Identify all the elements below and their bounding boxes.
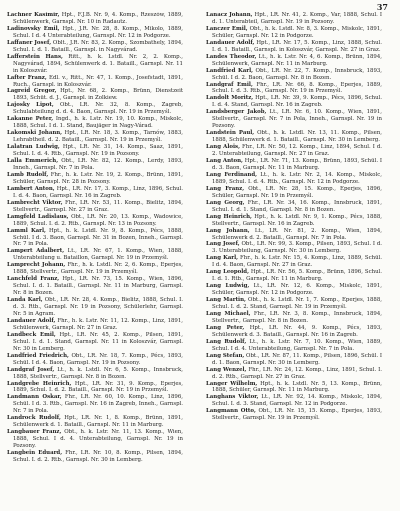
entry-details: Fhr., h. k. Lstdl. Nr. 2, 6. Komp., Eperjes, 1888, Stellvertr., Garnspl. Nr. 19 in Przemyśl. bbox=[13, 262, 183, 276]
register-entry bbox=[206, 311, 382, 325]
entry-surname: Landfried Friedrich, bbox=[7, 352, 69, 359]
entry-details: Hpt., h. k. Lstdl. Nr. 9, 8. Komp., Pécs, 1888, Schül. I d. 3. Baon, Garnspl. Nr. 31 in Bozen, Inneh., Garnspl. Nr. 7 in Pola. bbox=[13, 227, 183, 248]
entry-surname: Landgraf Emil, bbox=[206, 81, 253, 88]
entry-details: Lt., LR. Nr. 6, 10. Komp., Wien, 1891, Stellvertr., Garnspl. Nr. 7 in Pola, Inneh., Garnspl. Nr. 19 in Pozsony. bbox=[212, 109, 382, 130]
entry-surname: Landfried Karl, bbox=[206, 67, 254, 74]
entry-surname: Landgraf Josef, bbox=[7, 366, 55, 373]
entry-details: Obt., LR. Nr. 18, 7. Komp., Pécs, 1893, Schül. I d. 4. Baon, Garnspl. Nr. 19 in Pozsony. bbox=[13, 352, 183, 366]
entry-surname: Lajosky Lipot, bbox=[7, 102, 54, 109]
register-entry bbox=[7, 186, 183, 200]
entry-surname: Lanacz Johann, bbox=[206, 12, 253, 18]
entry-details: Obt., h. k. Lstr. Nr. 11, 13. Komp., Wien, 1888, Schul. I d. 4. Unterabteilung, Garnspl. Nr. 19 in Pozsony. bbox=[13, 429, 183, 450]
register-entry bbox=[7, 450, 183, 464]
register-entry bbox=[206, 68, 382, 82]
register-entry bbox=[206, 158, 382, 172]
entry-details: Hpt., LR. Nr. 56, 5. Komp., Brünn, 1896, Schul. I. d. 1. Rtb., Garnspl. Nr. 11 in Marburg. bbox=[212, 269, 382, 283]
register-entry bbox=[206, 95, 382, 109]
register-entry bbox=[7, 102, 183, 116]
entry-surname: Lang Franz, bbox=[206, 185, 245, 192]
entry-details: Obt., h. k. Lstdl. Nr. 1, 7. Komp., Eperjes, 1888, Schul. I. d. 2. Stand, Garnspl. Nr. 19 in Przemyśl. bbox=[212, 297, 382, 311]
register-entry bbox=[7, 116, 183, 130]
entry-details: Fhr., LR. Nr. 66, 8. Komp., Eperjes, 1889, Schul. I. d. 3. Rtb., Garnspl. Nr. 19 in Przemyśl. bbox=[212, 81, 382, 95]
register-entry bbox=[7, 54, 183, 75]
entry-details: Obt., LR. Nr. 20, 13. Komp., Wadowice, 1889, Schul. I. d. 2. Rtb., Garnspl. Nr. 13 in Pozsony. bbox=[13, 213, 183, 227]
register-entry bbox=[7, 318, 183, 332]
entry-surname: Lamgfeld Ladislaus, bbox=[7, 213, 69, 220]
entry-details: Hpt., LR. Nr. 41, 2. Komp., Var, 1888, Schul. I d. 1. Unterabteil, Garnspl. Nr. 19 in Pozsony. bbox=[212, 12, 382, 25]
entry-surname: Lalatran Ludwig, bbox=[7, 144, 60, 151]
register-entry bbox=[206, 283, 382, 297]
entry-details: Fhr., h. k. Lstr. Nr. 11, 12. Komp., Linz, 1891, Schülenwerk, Garnspl. Nr. 27 in Graz. bbox=[13, 317, 183, 331]
register-entry bbox=[7, 381, 183, 395]
register-entry bbox=[7, 130, 183, 144]
register-entry bbox=[206, 82, 382, 96]
register-entry bbox=[206, 367, 382, 381]
register-entry bbox=[7, 88, 183, 102]
register-entry bbox=[7, 332, 183, 353]
register-entry bbox=[206, 241, 382, 255]
entry-surname: Landa Karl, bbox=[7, 297, 43, 304]
register-entry bbox=[7, 394, 183, 415]
entry-details: Hpt., LR. Nr. 17, 5. Komp., Linz, 1888, Schul. I. d. 1. Bataill., Garnspl. in Koloszvár, Garnspl. Nr. 27 in Graz. bbox=[212, 39, 382, 53]
register-entry bbox=[7, 228, 183, 249]
left-column bbox=[7, 12, 183, 508]
register-entry bbox=[7, 158, 183, 172]
entry-details: Hpt., LR. Nr. 73, 15. Komp., Wien, 1896, Schul. I. d. 1. Bataill., Garnspl. Nr. 11 in Marburg, Garnspl. Nr. 8 in Bozen. bbox=[13, 276, 183, 297]
entry-details: Obt., LR. Nr. 87, 11. Komp., Pilsen, 1896, Schül. I d. 1. Baon, Garnspl. Nr. 30 in Lemberg. bbox=[212, 352, 382, 366]
entry-surname: Landmann Oskar, bbox=[7, 394, 62, 401]
register-entry bbox=[7, 367, 183, 381]
entry-surname: Landauer Adolf, bbox=[7, 317, 56, 324]
entry-surname: Lambert Anton, bbox=[7, 185, 55, 192]
entry-surname: Lang Ludwig, bbox=[206, 283, 250, 290]
entry-surname: Lang Anton, bbox=[206, 158, 243, 165]
entry-details: Lt., h. k. Lstr. Nr. 7, 10. Komp., Wien, 1889, Schul. I d. 4. Unterabteilung, Garnspl. Nr. 7 in Pola. bbox=[212, 338, 382, 352]
entry-surname: Langer Wilhelm, bbox=[206, 380, 258, 387]
register-entry bbox=[7, 353, 183, 367]
entry-surname: Lang Karl, bbox=[206, 255, 239, 262]
entry-details: Ingd., h. k. Lstr. Nr. 19, 10. Komp., Miskolc, 1888, Schul. I d. 1. Stand, Baujäger in Nagy-Várad. bbox=[13, 116, 183, 130]
entry-details: Fhr., h. k. Lstr. Nr. 15, 4. Komp., Linz, 1889, Schül. I d. 4. Baon, Garnspl. Nr. 27 in Graz. bbox=[212, 255, 382, 269]
entry-details: Hpt., F.J.B. Nr. 9, 4. Komp., Rzeszów, 1889, Schülenwerk, Garnspl. Nr. 10 in Radautz. bbox=[13, 12, 183, 25]
entry-surname: Lakomski Johann, bbox=[7, 130, 63, 137]
register-entry bbox=[7, 12, 183, 26]
entry-details: Hpt., LR. Nr. 39, 9. Komp., Pécs, 1896, Schul. I. d. 4. Stand, Garnspl. Nr. 16 in Zagreb. bbox=[212, 95, 382, 109]
entry-details: Hpt., J.R. Nr. 28, 8. Komp., Mikolo, 1889, Schul. I d. 4 Unterabteilung, Garnspl. Nr. 12 in Podgorze. bbox=[13, 25, 183, 39]
entry-details: Obt., LR. Nr. 28, 4. Komp., Bielitz, 1888, Schul. I. d. 3. Rtb., Garnspl. Nr. 19 in Pozsony, Schülerlehr, Garnspl. Nr. 5 in Agram. bbox=[13, 297, 183, 317]
entry-details: Lt., h. k. Lstr. Nr. 4, 6. Komp., Brünn, 1894, Schülenwerk, Garnspl. Nr. 11 in Marburg. bbox=[212, 53, 382, 67]
entry-details: Oblt., J.R. Nr. 83, 2. Komp., Szombathely, 1894, Schul. I. d. 1. Bataill., Garnspl. in Nagyvárad. bbox=[13, 39, 183, 53]
entry-details: Hpt., LR. Nr. 18, 3. Komp., Tarnów, 1883, Lehrabtheil. d. 2. Bataill., Garnspl. Nr. 19 in Przemyśl. bbox=[13, 130, 183, 144]
entry-details: Fhr., LR. Nr. 53, 11. Komp., Bielitz, 1894, Stellvertr., Garnspl. Nr. 27 in Graz. bbox=[13, 199, 183, 213]
entry-details: Lt., h. k. Lstr. Nr. 2, 14. Komp., Miskolc, 1889, Schul. I. d. 4. Rtb., Garnspl. Nr. 12 in Podgorze. bbox=[212, 171, 382, 185]
register-entry bbox=[206, 353, 382, 367]
entry-details: Obt., LR. Nr. 15, 15. Komp., Eperjes, 1893, Stellvertr., Garnspl. Nr. 19 in Przemyśl. bbox=[212, 408, 382, 422]
entry-surname: Lang Josef, bbox=[206, 241, 240, 248]
entry-details: Lt., h. k. Lstdl. Nr. 6, 5. Komp., Innsbruck, 1888, Stellvertr., Garnspl. Nr. 8 in Bozen. bbox=[13, 366, 183, 380]
entry-surname: Lang Johann, bbox=[206, 227, 250, 234]
entry-surname: Lang Martin, bbox=[206, 297, 246, 304]
entry-surname: Lanczer Emil, bbox=[206, 25, 248, 32]
entry-surname: Lafter Franz, bbox=[7, 74, 47, 81]
entry-surname: Lalla Emmerich, bbox=[7, 158, 59, 165]
entry-details: Fhr., LR. Nr. 50, 12. Komp., Linz, 1894, Schul. I d. 2. Unterabteilung, Garnspl. Nr. 27 in Graz. bbox=[212, 144, 382, 158]
register-entry bbox=[206, 40, 382, 54]
entry-details: Fhr., LR. Nr. 3, 8. Komp., Innsbruck, 1894, Stellvertr., Garnspl. Nr. 8 in Bozen. bbox=[212, 310, 382, 324]
entry-details: Lt., LR. Nr. 67, 1. Komp., Wien, 1888, Unterabteilung u. Bataillon, Garnspl. Nr. 19 in Przemyśl. bbox=[13, 248, 183, 262]
entry-details: Lt., LR. Nr. 12, 6. Komp., Miskolc, 1891, Schüler, Garnspl. Nr. 12 in Podgorze. bbox=[212, 283, 382, 297]
register-entry bbox=[206, 54, 382, 68]
register-entry bbox=[206, 172, 382, 186]
register-entry bbox=[206, 214, 382, 228]
entry-surname: Lamml Karl, bbox=[7, 227, 46, 234]
entry-details: Lt., LR. Nr. 92, 14. Komp., Miskolc, 1894, Schul. I. d. 3. Stand, Garnspl. Nr. 12 in Podgorze. bbox=[212, 394, 382, 408]
entry-details: Fhr., LR. Nr. 34, 16. Komp., Innsbruck, 1891, Schul. I. d. 1. Stand, Garnspl. Nr. 8 in Bozen. bbox=[212, 199, 382, 213]
register-entry bbox=[206, 109, 382, 130]
entry-surname: Landstein Paul, bbox=[206, 130, 255, 137]
register-entry bbox=[206, 325, 382, 339]
register-entry bbox=[206, 12, 382, 26]
register-entry bbox=[7, 172, 183, 186]
register-entry bbox=[206, 144, 382, 158]
entry-surname: Lang Alois, bbox=[206, 144, 240, 151]
entry-surname: Lang Peter, bbox=[206, 324, 245, 331]
register-entry bbox=[206, 297, 382, 311]
register-entry bbox=[7, 415, 183, 429]
register-entry bbox=[206, 394, 382, 408]
entry-surname: Landbeck Emil, bbox=[7, 331, 56, 338]
entry-surname: Lakanne Peter, bbox=[7, 116, 54, 123]
entry-details: Edl. v., Ritt., Nr. 47, 1. Komp., Josefstadt, 1891, Ruch., Garnspl. in Koloszvár. bbox=[13, 74, 183, 88]
entry-surname: Langbauer Franz, bbox=[7, 429, 62, 436]
entry-surname: Landes Theodor, bbox=[206, 53, 257, 60]
register-entry bbox=[206, 339, 382, 353]
register-entry bbox=[7, 248, 183, 262]
entry-surname: Langmann Otto, bbox=[206, 408, 256, 415]
entry-details: Fhr., h. k. Lstr. Nr. 19, 2. Komp., Brünn, 1891, Schüler, Garnspl. Nr. 28 in Pozsony. bbox=[13, 171, 183, 185]
entry-details: Hpt., LR. Nr. 31, 14. Komp., Saaz, 1891, Schul. I. d. 4. Rtb., Garnspl. Nr. 19 in Pozsony. bbox=[13, 144, 183, 158]
register-entry bbox=[206, 269, 382, 283]
entry-surname: Landolt Moritz, bbox=[206, 95, 254, 102]
register-entry bbox=[206, 26, 382, 40]
right-column bbox=[206, 12, 382, 508]
entry-surname: Lang Georg, bbox=[206, 199, 245, 206]
register-entry bbox=[206, 381, 382, 395]
entry-surname: Landsberger Jakob, bbox=[206, 109, 267, 116]
entry-surname: Lang Rudolf, bbox=[206, 338, 247, 345]
entry-surname: Lang Wenzel, bbox=[206, 366, 247, 373]
entry-surname: Lang Stefan, bbox=[206, 352, 245, 359]
register-entry bbox=[206, 255, 382, 269]
register-entry bbox=[206, 130, 382, 144]
register-entry bbox=[7, 429, 183, 450]
register-entry bbox=[7, 75, 183, 89]
entry-surname: Lang Leopold, bbox=[206, 269, 249, 276]
entry-details: Obt., LR. Nr. 82, 12. Komp., Lerdy, 1893, Inneh., Garnspl. Nr. 7 in Pola. bbox=[13, 158, 183, 171]
entry-details: Hpt., h. k. Lstdl. Nr. 9, 1. Komp., Pécs, 1888, Stellvertr., Garnspl. Nr. 16 in Zagreb. bbox=[212, 213, 382, 227]
entry-surname: Lampert Adalbert, bbox=[7, 248, 65, 255]
page-number: 37 bbox=[376, 2, 388, 12]
entry-surname: Lang Heinrich, bbox=[206, 213, 252, 220]
entry-details: Hpt., LR. Nr. 17, 3. Komp., Linz, 1896, Schul. I. d. 4. Baon, Garnspl. Nr. 16 in Zagreb. bbox=[13, 185, 183, 199]
entry-details: Hpt., h. k. Lstdl. Nr. 5, 13. Komp., Brünn, 1888, Schüler, Garnspl. Nr. 11 in Marburg. bbox=[212, 380, 382, 394]
entry-details: Obt., LR. Nr. 22, 7. Komp., Innsbruck, 1893, Schül. I d. 2. Baon, Garnspl. Nr. 8 in Bozen. bbox=[212, 67, 382, 81]
entry-details: Obt., LR. Nr. 32, 8. Komp., Zagreb, Schulabteilung d. d. 4. Baon, Garnspl. Nr. 19 in Przemyśl. bbox=[13, 102, 183, 116]
entry-details: Hpt., Nr. 68, 2. Komp., Brünn, Dienstzeit 1893, Schüt. d. J., Garnspl. in Zolkiew. bbox=[13, 88, 183, 102]
register-entry bbox=[206, 200, 382, 214]
entry-surname: Langhans Viktor, bbox=[206, 394, 259, 401]
entry-surname: Lamprecht Johann, bbox=[7, 262, 66, 269]
entry-details: Lt., LR. Nr. 81, 2. Komp., Wien, 1894, Schülenwerk d. 2. Bataill., Garnspl. Nr. 7 in Pola. bbox=[212, 227, 382, 241]
entry-surname: Landauer Adolf, bbox=[206, 39, 255, 46]
entry-details: Hpt., LR. Nr. 1, 8. Komp., Brünn, 1891, Schülenwerk d. 1. Bataill., Garnspl. Nr. 11 in Marburg. bbox=[13, 415, 183, 429]
register-entry bbox=[7, 200, 183, 214]
entry-surname: Lang Ferdinand, bbox=[206, 171, 257, 178]
entry-surname: Lanchfeld Franz, bbox=[7, 276, 60, 283]
entry-details: Fhr., LR. Nr. 60, 10. Komp., Linz, 1896, Schül. I d. 3. Rtb., Garnspl. Nr. 16 in Zagreb, Inneh., Garnspl. Nr. 7 in Pola. bbox=[13, 394, 183, 415]
entry-details: Obt., h. k. Lstdl. Nr. 13, 11. Komp., Pilsen, 1888, Schülenwerk d. 1. Bataill., Garnspl. Nr. 30 in Lemberg. bbox=[212, 130, 382, 144]
entry-details: Obt., h. k. Lstdl. Nr. 8, 3. Komp., Miskolc, 1891, Schüler, Garnspl. Nr. 12 in Podgorze. bbox=[212, 25, 382, 39]
register-entry bbox=[7, 214, 183, 228]
entry-details: Fhr., LR. Nr. 10, 8. Komp., Pilsen, 1894, Schul. I. d. 2. Rtb., Garnspl. Nr. 30 in Lemberg. bbox=[13, 450, 183, 463]
entry-surname: Lamb Rudolf, bbox=[7, 171, 49, 178]
entry-surname: Lagreid Gregor, bbox=[7, 88, 57, 95]
entry-surname: Landgrebe Heinrich, bbox=[7, 380, 72, 387]
register-entry bbox=[7, 26, 183, 40]
register-entry bbox=[206, 228, 382, 242]
entry-details: Ritt., h. k. Lstdl. Nr. 2, 2. Komp., Nagyvárad, 1894, Schülenwerk d. 1. Bataill., Garnspl. Nr. 11 in Koloszvár. bbox=[13, 53, 183, 74]
register-entry bbox=[206, 408, 382, 422]
entry-details: Hpt., LR. Nr. 44, 9. Komp., Pécs, 1893, Schülenwerk d. 3. Bataill., Garnspl. Nr. 16 in Zagreb. bbox=[212, 324, 382, 338]
entry-details: Fhr., LR. Nr. 24, 12. Komp., Linz, 1891, Schul. I. d. 2. Rtb., Garnspl. Nr. 27 in Graz. bbox=[212, 366, 382, 380]
entry-surname: Ladinovsky Emil, bbox=[7, 25, 60, 32]
register-entry bbox=[7, 144, 183, 158]
entry-details: Obt., LR. Nr. 99, 3. Komp., Pilsen, 1893, Schul. I d. 3. Unterabteilung, Garnspl. Nr. 30 in Lemberg. bbox=[212, 241, 382, 255]
register-entry bbox=[7, 40, 183, 54]
entry-surname: Laffaner Josef, bbox=[7, 39, 52, 46]
entry-surname: Lang Michael, bbox=[206, 310, 251, 317]
entry-surname: Lafferstein Hans, bbox=[7, 53, 63, 60]
entry-surname: Lachner Kasimir, bbox=[7, 12, 60, 18]
entry-details: Hpt., LR. Nr. 45, 2. Komp., Pilsen, 1891, Schul. I. d. 1. Stand, Garnspl. Nr. 11 in Koloszvár, Garnspl. Nr. 30 in Lemberg. bbox=[13, 331, 183, 352]
entry-surname: Lambrecht Viktor, bbox=[7, 199, 63, 206]
register-entry bbox=[7, 262, 183, 276]
entry-details: Obt., LR. Nr. 28, 15. Komp., Eperjes, 1896, Schüler, Garnspl. Nr. 19 in Przemyśl. bbox=[212, 185, 382, 199]
register-entry bbox=[7, 297, 183, 318]
entry-details: Hpt., LR. Nr. 31, 9. Komp., Eperjes, 1889, Schul. I. d. 2. Bataill., Garnspl. Nr. 19 in Przemyśl. bbox=[13, 380, 183, 394]
entry-surname: Landrock Rudolf, bbox=[7, 415, 61, 422]
register-entry bbox=[7, 276, 183, 297]
register-entry bbox=[206, 186, 382, 200]
entry-surname: Langbein Eduard, bbox=[7, 450, 63, 457]
entry-details: Hpt., LR. Nr. 71, 13. Komp., Brünn, 1893, Schül. I d. 3. Baon, Garnspl. Nr. 11 in Marburg. bbox=[212, 158, 382, 171]
